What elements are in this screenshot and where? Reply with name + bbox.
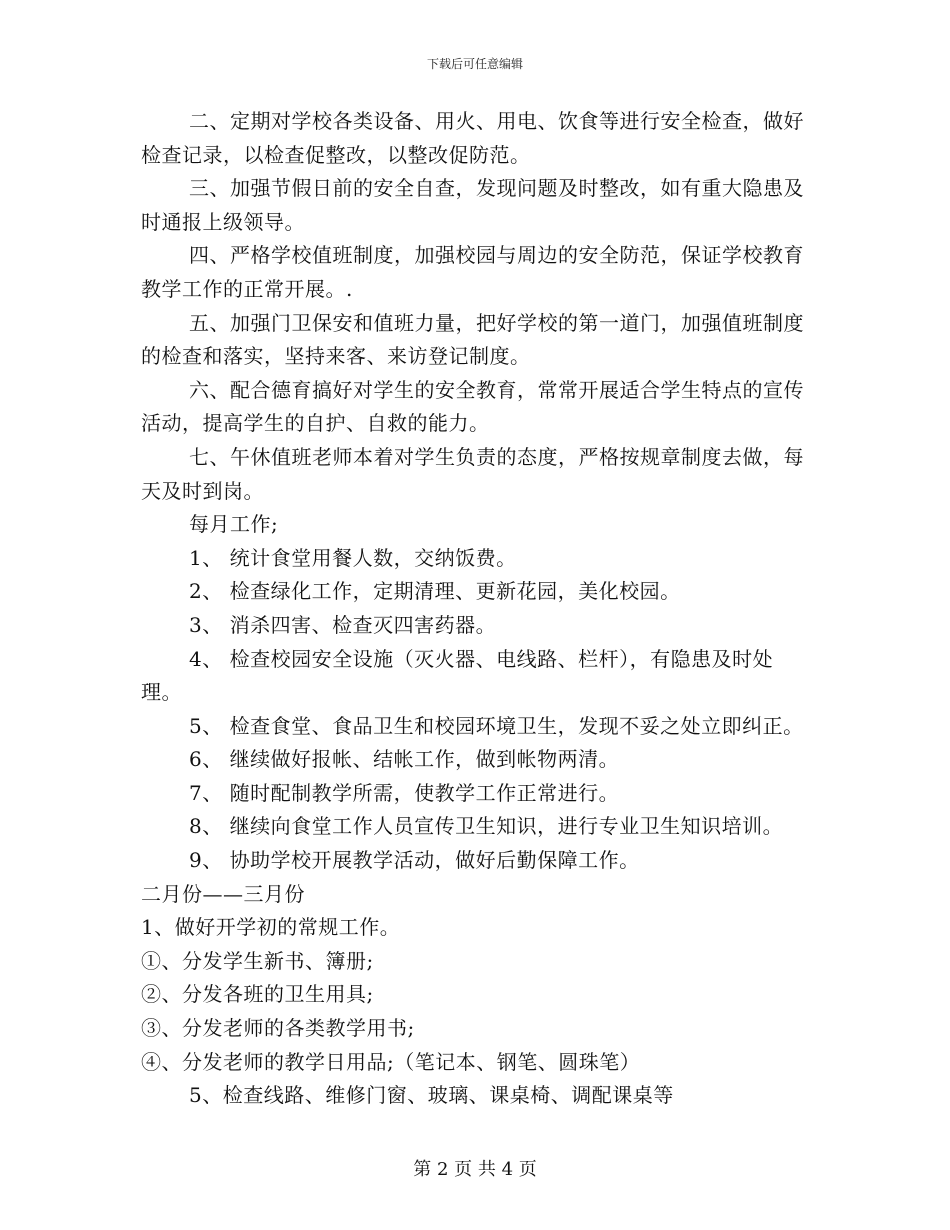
paragraph-item-7: 七、午休值班老师本着对学生负责的态度，严格按规章制度去做，每天及时到岗。	[141, 444, 804, 503]
page-header-note: 下载后可任意编辑	[426, 57, 523, 71]
monthly-item-6: 6、 继续做好报帐、结帐工作，做到帐物两清。	[189, 747, 620, 772]
feb-mar-subitem-1: ①、分发学生新书、簿册;	[141, 948, 374, 973]
feb-mar-subitem-2: ②、分发各班的卫生用具;	[141, 982, 374, 1007]
feb-mar-subitem-4: ④、分发老师的教学日用品;（笔记本、钢笔、圆珠笔）	[141, 1049, 641, 1074]
feb-mar-subitem-3: ③、分发老师的各类教学用书;	[141, 1016, 415, 1041]
monthly-item-2: 2、 检查绿化工作，定期清理、更新花园，美化校园。	[189, 579, 681, 604]
paragraph-item-4: 四、严格学校值班制度，加强校园与周边的安全防范，保证学校教育教学工作的正常开展。.	[141, 243, 804, 301]
monthly-item-4: 4、 检查校园安全设施（灭火器、电线路、栏杆），有隐患及时处理。	[141, 646, 774, 705]
paragraph-item-5: 五、加强门卫保安和值班力量，把好学校的第一道门，加强值班制度的检查和落实，坚持来客、来访登记制度。	[141, 310, 804, 369]
monthly-item-9: 9、 协助学校开展教学活动，做好后勤保障工作。	[189, 848, 640, 873]
monthly-item-1: 1、 统计食堂用餐人数，交纳饭费。	[189, 545, 517, 570]
monthly-item-8: 8、 继续向食堂工作人员宣传卫生知识，进行专业卫生知识培训。	[189, 814, 784, 839]
paragraph-item-3: 三、加强节假日前的安全自查，发现问题及时整改，如有重大隐患及时通报上级领导。	[141, 176, 804, 234]
section-heading-feb-mar: 二月份——三月份	[141, 881, 305, 906]
page-number: 第 2 页 共 4 页	[413, 1159, 537, 1180]
paragraph-item-2: 二、定期对学校各类设备、用火、用电、饮食等进行安全检查，做好检查记录，以检查促整改，以整改促防范。	[141, 109, 804, 167]
feb-mar-item-1: 1、做好开学初的常规工作。	[141, 915, 401, 940]
section-heading-monthly: 每月工作;	[189, 512, 279, 537]
paragraph-item-6: 六、配合德育搞好对学生的安全教育，常常开展适合学生特点的宣传活动，提高学生的自护、自救的能力。	[141, 377, 804, 436]
feb-mar-item-5: 5、检查线路、维修门窗、玻璃、课桌椅、调配课桌等	[189, 1083, 674, 1108]
monthly-item-5: 5、 检查食堂、食品卫生和校园环境卫生，发现不妥之处立即纠正。	[189, 713, 804, 738]
document-body	[141, 105, 813, 1113]
monthly-item-7: 7、 随时配制教学所需，使教学工作正常进行。	[189, 780, 620, 805]
monthly-item-3: 3、 消杀四害、检查灭四害药器。	[189, 612, 497, 637]
